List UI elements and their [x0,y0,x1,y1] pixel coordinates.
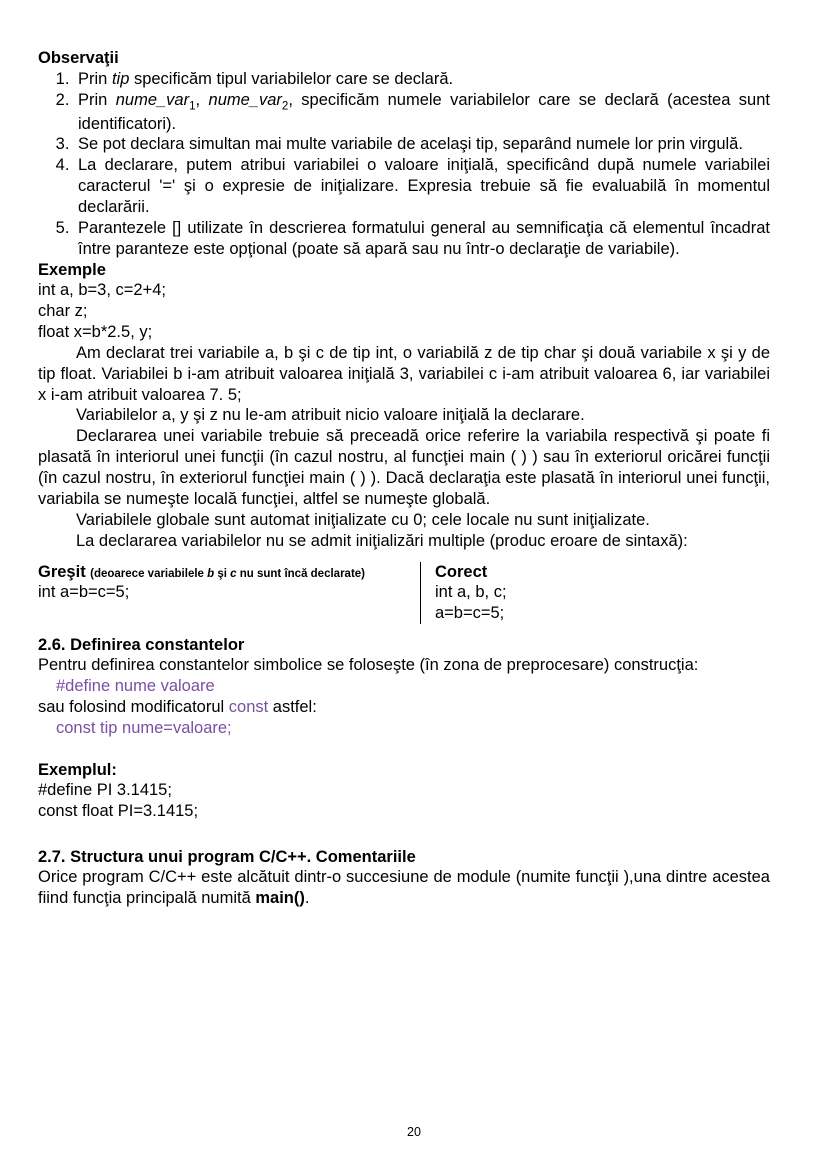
list-item [74,155,770,218]
column-divider [420,562,421,625]
example-line: float x=b*2.5, y; [38,323,153,342]
obs-2-post: , specificăm numele variabilelor care se declară (acestea sunt identificatori). [78,90,770,133]
section-2-7-pre: Orice program C/C++ este alcătuit dintr-o succesiune de module (numite funcţii ),una dintre acestea fiind funcţia principală numită [38,868,770,907]
obs-2-italic-2: nume_var [208,90,282,109]
paragraph: Am declarat trei variabile a, b şi c de tip int, o variabilă z de tip char şi două variabile x şi y de tip float. Variabilei b i-am atribuit valoarea iniţială 3, variabilei c i-am atribuit valoarea 6, iar variabilei x i-am atribuit valoarea 7. 5; [38,343,770,404]
wrong-note [90,568,365,580]
example-line: char z; [38,302,88,321]
paragraph: Variabilelor a, y şi z nu le-am atribuit nicio valoare iniţială la declarare. [76,406,585,425]
obs-1-post: specificăm tipul variabilelor care se declară. [129,69,454,88]
comparison-correct-column [435,562,770,625]
list-item [74,218,770,260]
examples-heading: Exemple [38,260,106,279]
section-2-6-intro: Pentru definirea constantelor simbolice se foloseşte (în zona de preprocesare) construcţia: [38,656,699,674]
define-code-sample: #define nume valoare [56,676,215,695]
wrong-note-post: nu sunt încă declarate) [236,567,365,580]
obs-3-text: Se pot declara simultan mai multe variabile de acelaşi tip, separând numele lor prin virgulă. [78,135,743,154]
section-2-7-post: . [304,888,310,907]
correct-code-line: int a, b, c; [435,583,507,602]
comparison-wrong-column [38,562,420,625]
example-heading: Exemplul: [38,760,117,779]
paragraph: La declararea variabilelor nu se admit iniţializări multiple (produc eroare de sintaxă): [76,531,688,550]
const-code-sample: const tip nume=valoare; [56,719,232,738]
obs-1-italic: tip [111,69,130,88]
observations-heading: Observaţii [38,49,119,67]
obs-2-sub-1: 1 [189,99,196,112]
wrong-note-mid: şi [214,567,231,580]
section-2-6-heading: 2.6. Definirea constantelor [38,636,245,654]
section-2-6-middle [38,697,770,718]
page-number: 20 [407,1125,421,1139]
list-item [74,69,770,90]
spacer [38,740,770,760]
example-code-line: const float PI=3.1415; [38,802,199,821]
middle-post: astfel: [268,698,317,717]
wrong-note-italic-2: c [230,567,237,580]
wrong-title-line [38,562,412,583]
correct-code-line: a=b=c=5; [435,604,505,623]
obs-5-text: Parantezele [] utilizate în descrierea formatului general au semnificaţia că elementul încadrat între paranteze este opţional (poate să apară sau nu într-o declaraţie de variabile). [78,218,770,258]
wrong-title: Greşit [38,562,86,581]
list-item [74,134,770,155]
wrong-note-pre: (deoarece variabilele [90,567,208,580]
spacer [38,822,770,848]
observations-list [38,69,770,260]
obs-2-pre: Prin [78,90,116,109]
section-2-7-text [38,867,770,909]
wrong-note-italic-1: b [207,567,215,580]
main-function-name: main() [255,888,305,907]
example-line: int a, b=3, c=2+4; [38,281,166,300]
middle-pre: sau folosind modificatorul [38,698,229,717]
section-2-7-heading: 2.7. Structura unui program C/C++. Comentariile [38,848,416,867]
example-code-line: #define PI 3.1415; [38,781,172,800]
obs-2-sub-2: 2 [281,99,289,112]
list-item [74,90,770,135]
wrong-code: int a=b=c=5; [38,583,130,602]
paragraph: Declararea unei variabile trebuie să preceadă orice referire la variabila respectivă şi poate fi plasată în interiorul unei funcţii (în cazul nostru, al funcţiei main ( ) ) sau în exteriorul oricărei funcţii (în cazul nostru, în exteriorul funcţiei main ( ) ). Dacă declaraţia este plasată în interiorul unei funcţii, variabila se numeşte locală funcţiei, altfel se numeşte globală. [38,427,770,508]
obs-1-pre: Prin [78,69,112,88]
paragraph: Variabilele globale sunt automat iniţializate cu 0; cele locale nu sunt iniţializate. [76,510,650,529]
correct-title: Corect [435,562,488,581]
comparison-block [38,562,770,625]
obs-2-mid: , [195,90,209,109]
const-keyword: const [228,698,269,717]
obs-4-text: La declarare, putem atribui variabilei o valoare iniţială, specificând după numele variabilei caracterul '=' şi o expresie de iniţializare. Expresia trebuie să fie evaluabilă în momentul declarării. [78,156,770,216]
obs-2-italic-1: nume_var [115,90,190,109]
